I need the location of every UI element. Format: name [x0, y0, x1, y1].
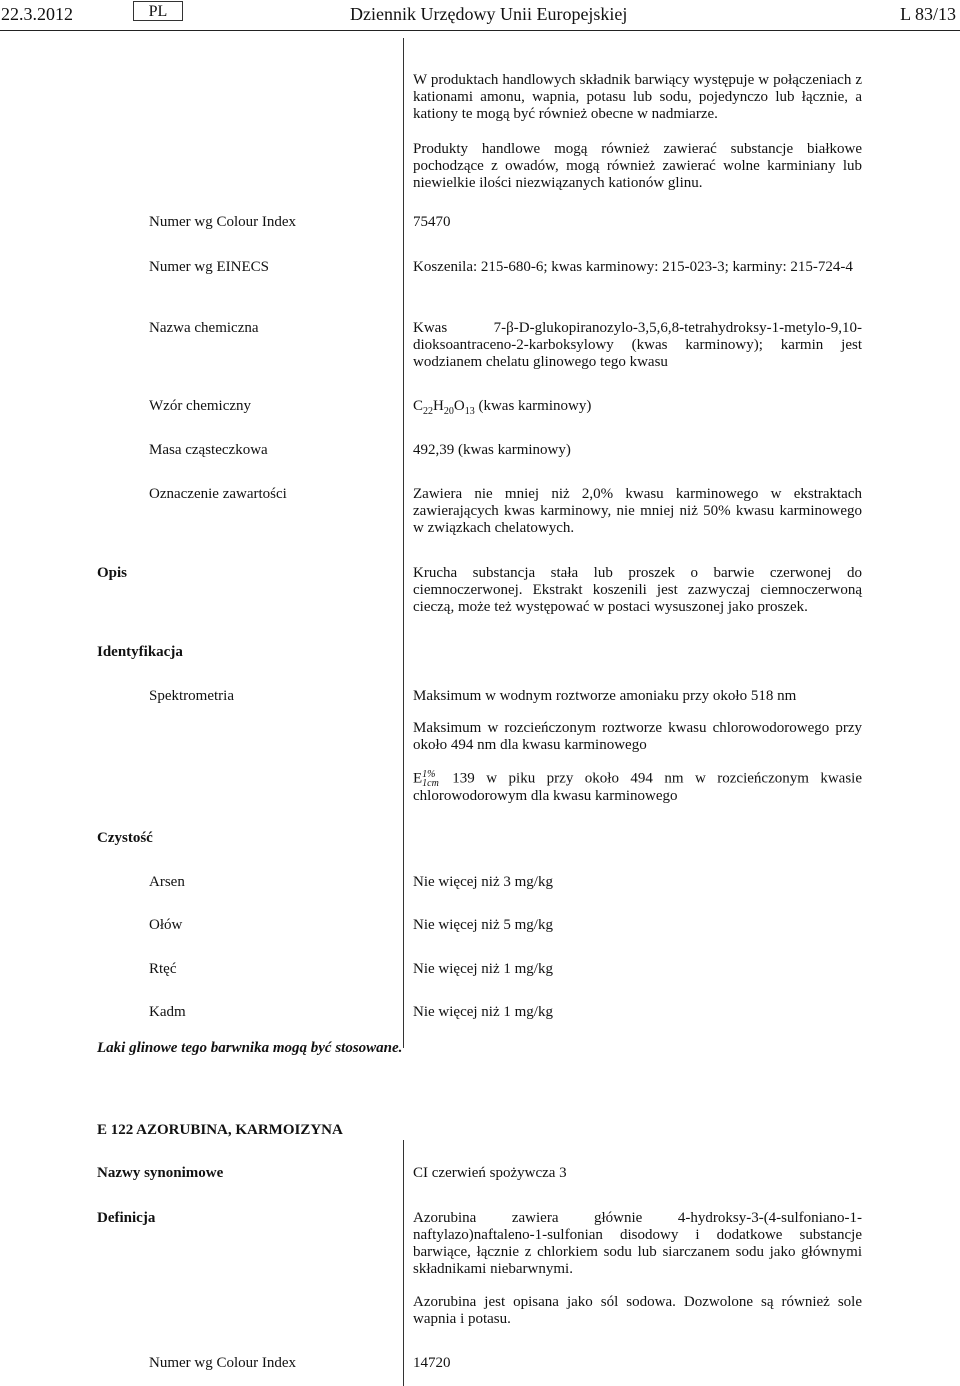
- purity-arsenic-label: Arsen: [149, 874, 185, 890]
- mass-label: Masa cząsteczkowa: [149, 442, 268, 458]
- assay-label: Oznaczenie zawartości: [149, 486, 287, 502]
- colour-index-label: Numer wg Colour Index: [149, 214, 297, 230]
- chemical-name-label: Nazwa chemiczna: [149, 320, 259, 336]
- colour-index-value: 75470: [413, 214, 451, 230]
- spectrometry-value-2: Maksimum w rozcieńczonym roztworze kwasu chlorowodorowego przy około 494 nm dla kwasu karminowego: [413, 720, 862, 753]
- purity-cadmium-value: Nie więcej niż 1 mg/kg: [413, 1004, 553, 1020]
- synonyms-value: CI czerwień spożywcza 3: [413, 1165, 567, 1181]
- einecs-label: Numer wg EINECS: [149, 259, 269, 275]
- definition-value-1: Azorubina zawiera głównie 4-hydroksy-3-(4-sulfoniano-1-naftylazo)naftaleno-1-sulfonian disodowy i dodatkowe substancje barwiące, łącznie z chlorkiem sodu lub siarczanem sodu jako głównymi składnikami niebarwnymi.: [413, 1210, 862, 1277]
- spectrometry-value-3: E 1% 1cm 139 w piku przy około 494 nm w rozcieńczonym kwasie chlorowodorowym dla kwasu karminowego: [413, 769, 862, 804]
- header-journal-title: Dziennik Urzędowy Unii Europejskiej: [350, 4, 628, 24]
- e122-title: E 122 AZORUBINA, KARMOIZYNA: [97, 1122, 343, 1138]
- intro-paragraph-1: W produktach handlowych składnik barwiący występuje w połączeniach z kationami amonu, wapnia, potasu lub sodu, pojedynczo lub łącznie, a kationy te mogą być również obecne w nadmiarze.: [413, 72, 862, 122]
- header-rule: [0, 30, 960, 31]
- purity-heading: Czystość: [97, 830, 153, 846]
- e122-colour-index-label: Numer wg Colour Index: [149, 1355, 297, 1371]
- definition-label: Definicja: [97, 1210, 156, 1226]
- synonyms-label: Nazwy synonimowe: [97, 1165, 224, 1181]
- identification-heading: Identyfikacja: [97, 644, 183, 660]
- header-page-number: L 83/13: [900, 4, 956, 24]
- column-divider-bottom: [403, 1140, 404, 1386]
- header-language-badge: PL: [133, 1, 183, 21]
- spectrometry-label: Spektrometria: [149, 688, 234, 704]
- formula-label: Wzór chemiczny: [149, 398, 252, 414]
- e122-colour-index-value: 14720: [413, 1355, 451, 1371]
- einecs-value: Koszenila: 215-680-6; kwas karminowy: 215-023-3; karminy: 215-724-4: [413, 259, 853, 275]
- chemical-name-value: Kwas 7-β-D-glukopiranozylo-3,5,6,8-tetrahydroksy-1-metylo-9,10-dioksoantraceno-2-karboksylowy (kwas karminowy); karmin jest wodzianem chelatu glinowego tego kwasu: [413, 320, 862, 370]
- description-value: Krucha substancja stała lub proszek o barwie czerwonej do ciemnoczerwonej. Ekstrakt koszenili jest zazwyczaj ciemnoczerwoną cieczą, może też występować w postaci wysuszonej jako proszek.: [413, 565, 862, 615]
- assay-value: Zawiera nie mniej niż 2,0% kwasu karminowego w ekstraktach zawierających kwas karminowy, nie mniej niż 50% kwasu karminowego w związkach chelatowych.: [413, 486, 862, 536]
- column-divider-top: [403, 38, 404, 1048]
- mass-value: 492,39 (kwas karminowy): [413, 442, 571, 458]
- purity-cadmium-label: Kadm: [149, 1004, 186, 1020]
- spectrometry-value-1: Maksimum w wodnym roztworze amoniaku przy około 518 nm: [413, 688, 797, 704]
- page-header: [0, 0, 960, 30]
- purity-mercury-label: Rtęć: [149, 961, 177, 977]
- header-date: 22.3.2012: [1, 4, 73, 24]
- aluminium-lakes-note: Laki glinowe tego barwnika mogą być stosowane.: [97, 1040, 403, 1056]
- description-heading: Opis: [97, 565, 128, 581]
- purity-arsenic-value: Nie więcej niż 3 mg/kg: [413, 874, 553, 890]
- purity-lead-label: Ołów: [149, 917, 183, 933]
- purity-mercury-value: Nie więcej niż 1 mg/kg: [413, 961, 553, 977]
- intro-paragraph-2: Produkty handlowe mogą również zawierać substancje białkowe pochodzące z owadów, mogą również zawierać wolne karminiany lub niewielkie ilości niezwiązanych kationów glinu.: [413, 141, 862, 191]
- purity-lead-value: Nie więcej niż 5 mg/kg: [413, 917, 553, 933]
- formula-value: $C_{22}H_{20}O_{13}$ (kwas karminowy): [413, 398, 592, 417]
- definition-value-2: Azorubina jest opisana jako sól sodowa. Dozwolone są również sole wapnia i potasu.: [413, 1294, 862, 1327]
